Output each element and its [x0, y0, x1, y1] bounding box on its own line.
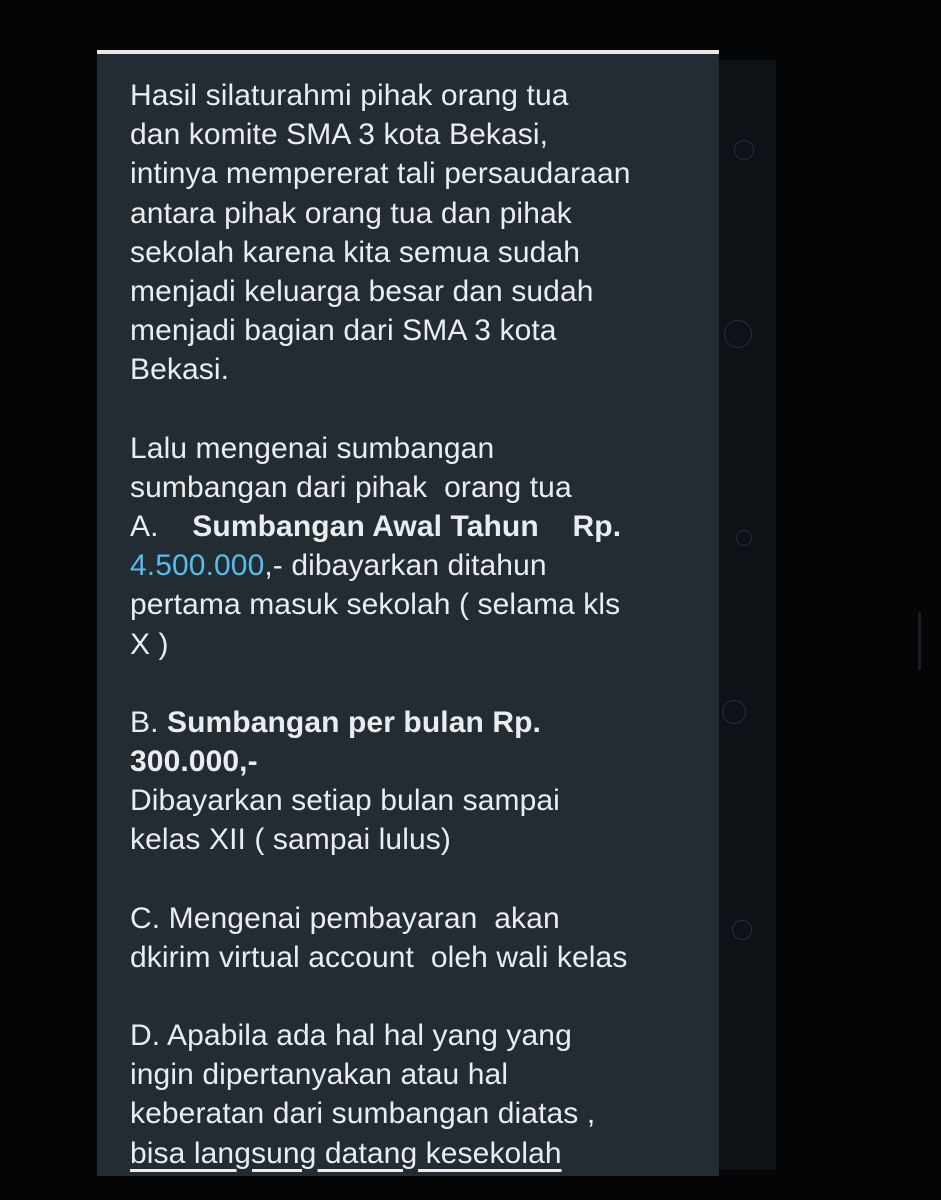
- wallpaper-doodle: [732, 920, 752, 940]
- text-line: Dibayarkan setiap bulan sampai: [130, 784, 560, 818]
- item-b-title: Sumbangan per bulan Rp.: [166, 705, 541, 739]
- text-line: dkirim virtual account oleh wali kelas: [130, 940, 628, 974]
- text-line: antara pihak orang tua dan pihak: [130, 196, 572, 230]
- text-line: keberatan dari sumbangan diatas ,: [130, 1097, 596, 1131]
- text-line: bisa langsung datang kesekolah: [130, 1136, 562, 1170]
- text-line: sekolah karena kita semua sudah: [130, 235, 581, 269]
- paragraph-intro: [130, 76, 719, 390]
- paragraph-contributions: [130, 429, 719, 664]
- text-line: D. Apabila ada hal hal yang yang: [130, 1019, 572, 1053]
- text-line: sumbangan dari pihak orang tua: [130, 470, 572, 504]
- amount-link[interactable]: 4.500.000: [130, 549, 265, 583]
- text-line: menjadi bagian dari SMA 3 kota: [130, 314, 557, 348]
- text-line: X ): [130, 627, 169, 661]
- wallpaper-doodle: [724, 320, 752, 348]
- edge-artifact: [918, 612, 921, 670]
- item-a-title: Sumbangan Awal Tahun Rp.: [192, 510, 622, 544]
- chat-wallpaper: [716, 60, 776, 1170]
- item-b-prefix: B.: [130, 705, 167, 739]
- paragraph-item-b: [130, 703, 719, 860]
- item-a-prefix: A.: [130, 510, 193, 544]
- wallpaper-doodle: [734, 140, 754, 160]
- paragraph-item-c: [130, 899, 719, 977]
- item-a-line2: [130, 546, 719, 585]
- text-line: Bekasi.: [130, 353, 230, 387]
- item-a-after-amount: ,- dibayarkan ditahun: [264, 549, 547, 583]
- text-line: ingin dipertanyakan atau hal: [130, 1058, 509, 1092]
- text-line: pertama masuk sekolah ( selama kls: [130, 588, 621, 622]
- wallpaper-doodle: [722, 700, 746, 724]
- paragraph-item-d: [130, 1016, 719, 1173]
- text-line: Lalu mengenai sumbangan: [130, 431, 495, 465]
- item-a-line1: [130, 507, 719, 546]
- text-line: Hasil silaturahmi pihak orang tua: [130, 79, 569, 112]
- text-line: C. Mengenai pembayaran akan: [130, 901, 560, 935]
- item-b-amount: 300.000,-: [130, 745, 258, 779]
- wallpaper-doodle: [736, 530, 752, 546]
- text-line: intinya mempererat tali persaudaraan: [130, 157, 631, 191]
- text-line: menjadi keluarga besar dan sudah: [130, 275, 594, 309]
- message-bubble[interactable]: [97, 54, 719, 1176]
- item-b-line1: [130, 703, 719, 742]
- text-line: kelas XII ( sampai lulus): [130, 823, 451, 857]
- text-line: dan komite SMA 3 kota Bekasi,: [130, 118, 549, 152]
